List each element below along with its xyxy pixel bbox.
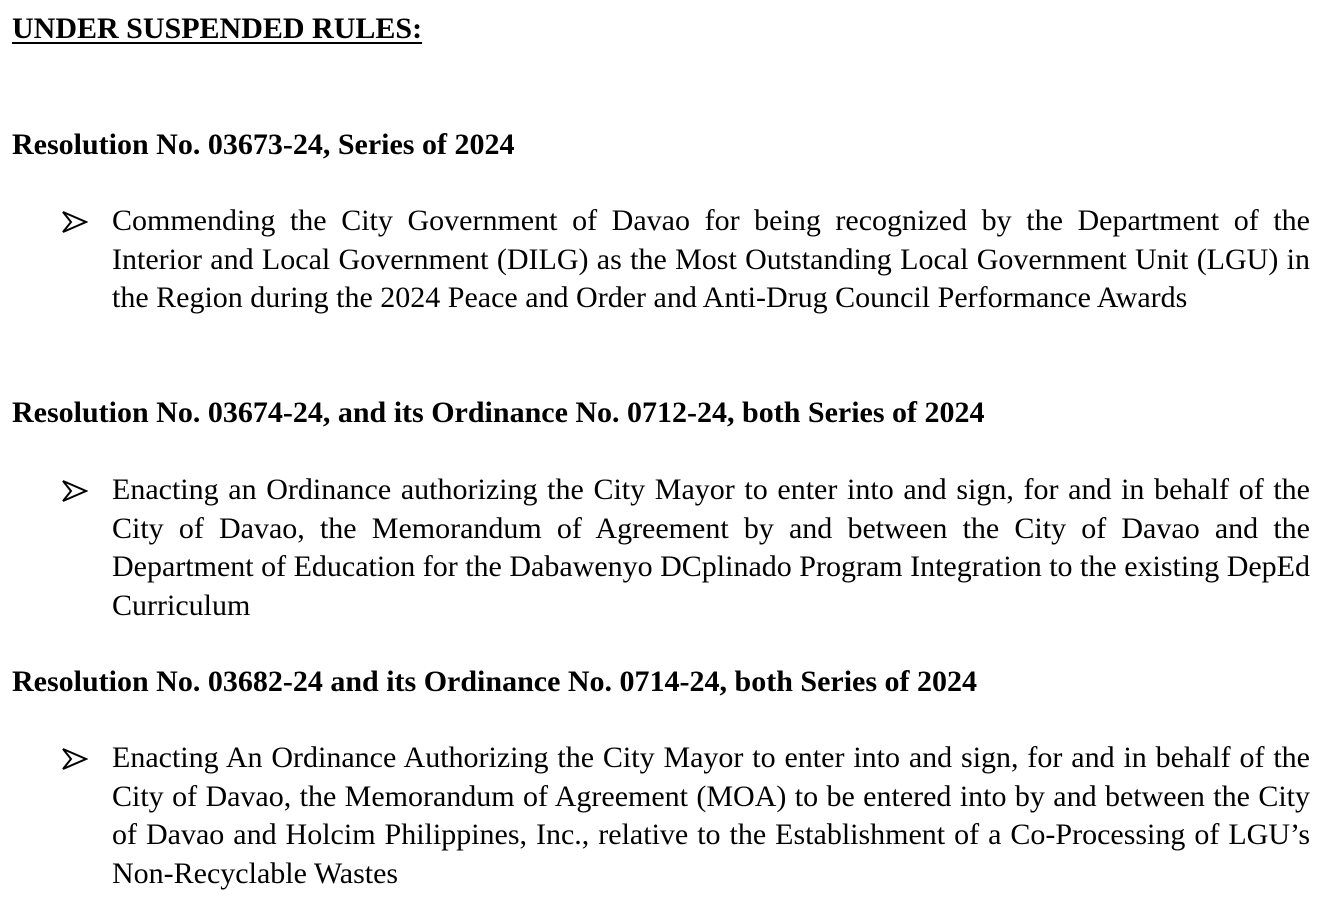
resolution-item-1	[60, 202, 1310, 318]
arrowhead-bullet-icon	[60, 471, 112, 509]
resolution-item-3	[60, 739, 1310, 893]
resolution-title-1: Resolution No. 03673-24, Series of 2024	[12, 128, 515, 161]
arrowhead-bullet-icon	[60, 202, 112, 240]
arrowhead-bullet-icon	[60, 739, 112, 777]
resolution-item-2	[60, 471, 1310, 625]
resolution-title-2: Resolution No. 03674-24, and its Ordinance No. 0712-24, both Series of 2024	[12, 396, 985, 429]
resolution-description-1: Commending the City Government of Davao for being recognized by the Department of the Interior and Local Government (DILG) as the Most Outstanding Local Government Unit (LGU) in the Region during the 2024 Peace and Order and Anti-Drug Council Performance Awards	[112, 204, 1310, 314]
resolution-title-3: Resolution No. 03682-24 and its Ordinance No. 0714-24, both Series of 2024	[12, 665, 978, 698]
section-heading: UNDER SUSPENDED RULES:	[12, 12, 423, 45]
resolution-description-2: Enacting an Ordinance authorizing the City Mayor to enter into and sign, for and in behalf of the City of Davao, the Memorandum of Agreement by and between the City of Davao and the Department of Education for the Dabawenyo DCplinado Program Integration to the existing DepEd Curriculum	[112, 473, 1311, 622]
resolution-description-3: Enacting An Ordinance Authorizing the City Mayor to enter into and sign, for and in behalf of the City of Davao, the Memorandum of Agreement (MOA) to be entered into by and between the City of Davao and Holcim Philippines, Inc., relative to the Establishment of a Co-Processing of LGU’s Non-Recyclable Wastes	[112, 741, 1310, 890]
